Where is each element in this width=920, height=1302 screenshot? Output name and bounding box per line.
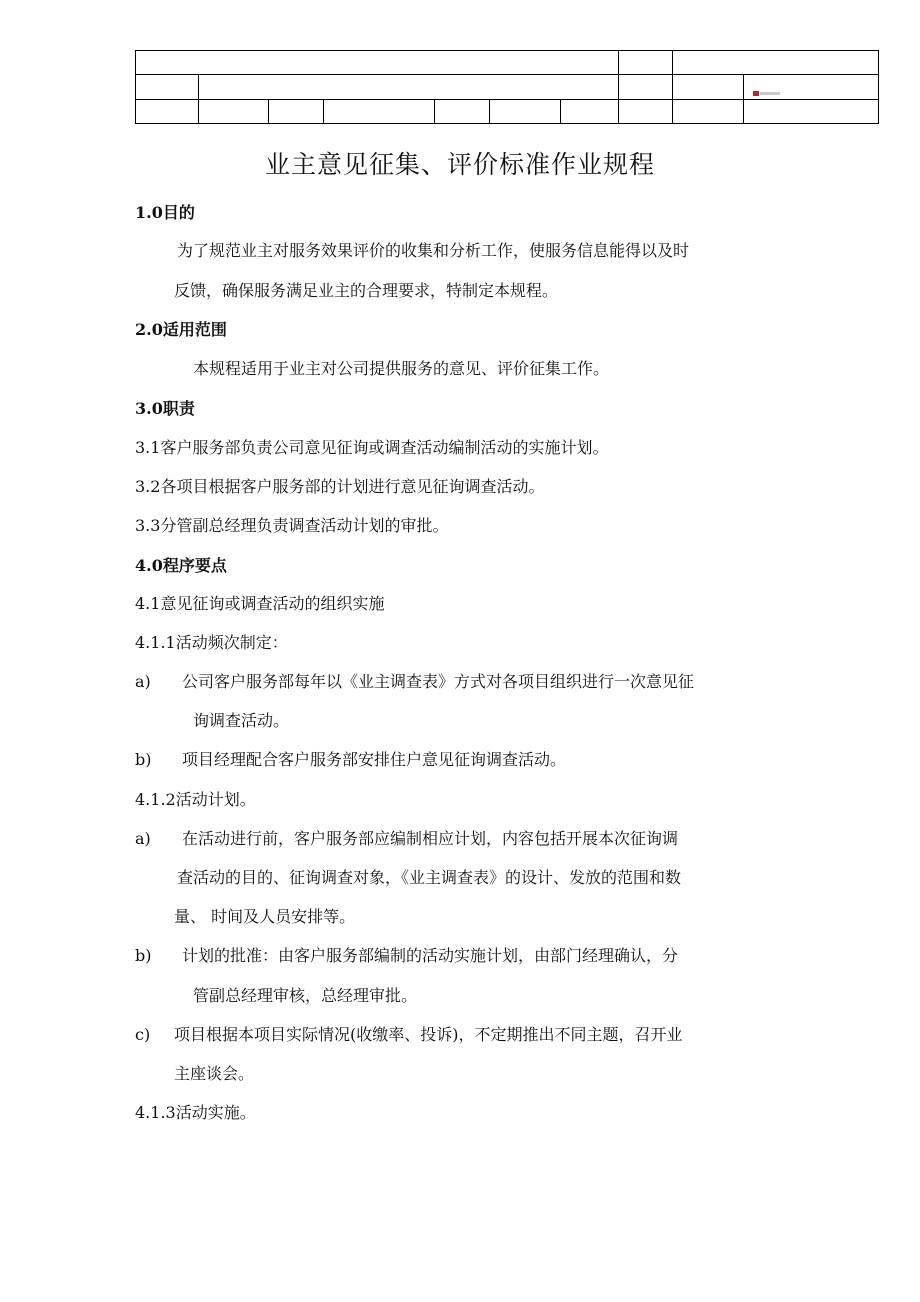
list-item-text: 项目经理配合客户服务部安排住户意见征询调查活动。 (182, 750, 567, 769)
list-marker: a) (135, 829, 151, 848)
document-title: 业主意见征集、评价标准作业规程 (264, 150, 655, 179)
subsection-heading: 4.1.2活动计划。 (135, 790, 256, 809)
subsection-heading: 4.1.3活动实施。 (135, 1103, 256, 1122)
section-heading-purpose: 1.0目的 (135, 203, 195, 222)
list-item-text: 计划的批准：由客户服务部编制的活动实施计划，由部门经理确认，分 (182, 946, 679, 965)
list-item-text: 管副总经理审核，总经理审批。 (193, 986, 418, 1005)
subsection-heading: 4.1.1活动频次制定： (135, 633, 288, 652)
section-heading-responsibilities: 3.0职责 (135, 399, 195, 418)
list-marker: a) (135, 672, 151, 691)
list-item-text: 在活动进行前，客户服务部应编制相应计划，内容包括开展本次征询调 (182, 829, 679, 848)
list-item-text: 量、 时间及人员安排等。 (174, 907, 356, 926)
paragraph-line: 本规程适用于业主对公司提供服务的意见、评价征集工作。 (193, 359, 610, 378)
list-marker: b) (135, 750, 152, 769)
list-marker: b) (135, 946, 152, 965)
paragraph-line: 反馈，确保服务满足业主的合理要求，特制定本规程。 (174, 281, 559, 300)
list-item-text: 主座谈会。 (174, 1064, 255, 1083)
list-item-text: 查活动的目的、征询调查对象，《业主调查表》的设计、发放的范围和数 (177, 868, 682, 887)
list-item-text: 公司客户服务部每年以《业主调查表》方式对各项目组织进行一次意见征 (182, 672, 695, 691)
list-item: 3.2各项目根据客户服务部的计划进行意见征询调查活动。 (135, 477, 545, 496)
list-marker: c) (135, 1025, 151, 1044)
company-logo (753, 91, 759, 96)
list-item: 3.1客户服务部负责公司意见征询或调查活动编制活动的实施计划。 (135, 438, 609, 457)
section-heading-scope: 2.0适用范围 (135, 320, 227, 339)
list-item-text: 询调查活动。 (193, 711, 290, 730)
section-heading-procedure: 4.0程序要点 (135, 556, 227, 575)
header-form-table (0, 0, 920, 130)
header-table-border (136, 51, 879, 124)
company-logo-text (760, 92, 780, 95)
subsection-heading: 4.1意见征询或调查活动的组织实施 (135, 594, 385, 613)
list-item-text: 项目根据本项目实际情况(收缴率、投诉)，不定期推出不同主题，召开业 (174, 1025, 683, 1044)
paragraph-line: 为了规范业主对服务效果评价的收集和分析工作，使服务信息能得以及时 (177, 241, 690, 260)
list-item: 3.3分管副总经理负责调查活动计划的审批。 (135, 516, 449, 535)
